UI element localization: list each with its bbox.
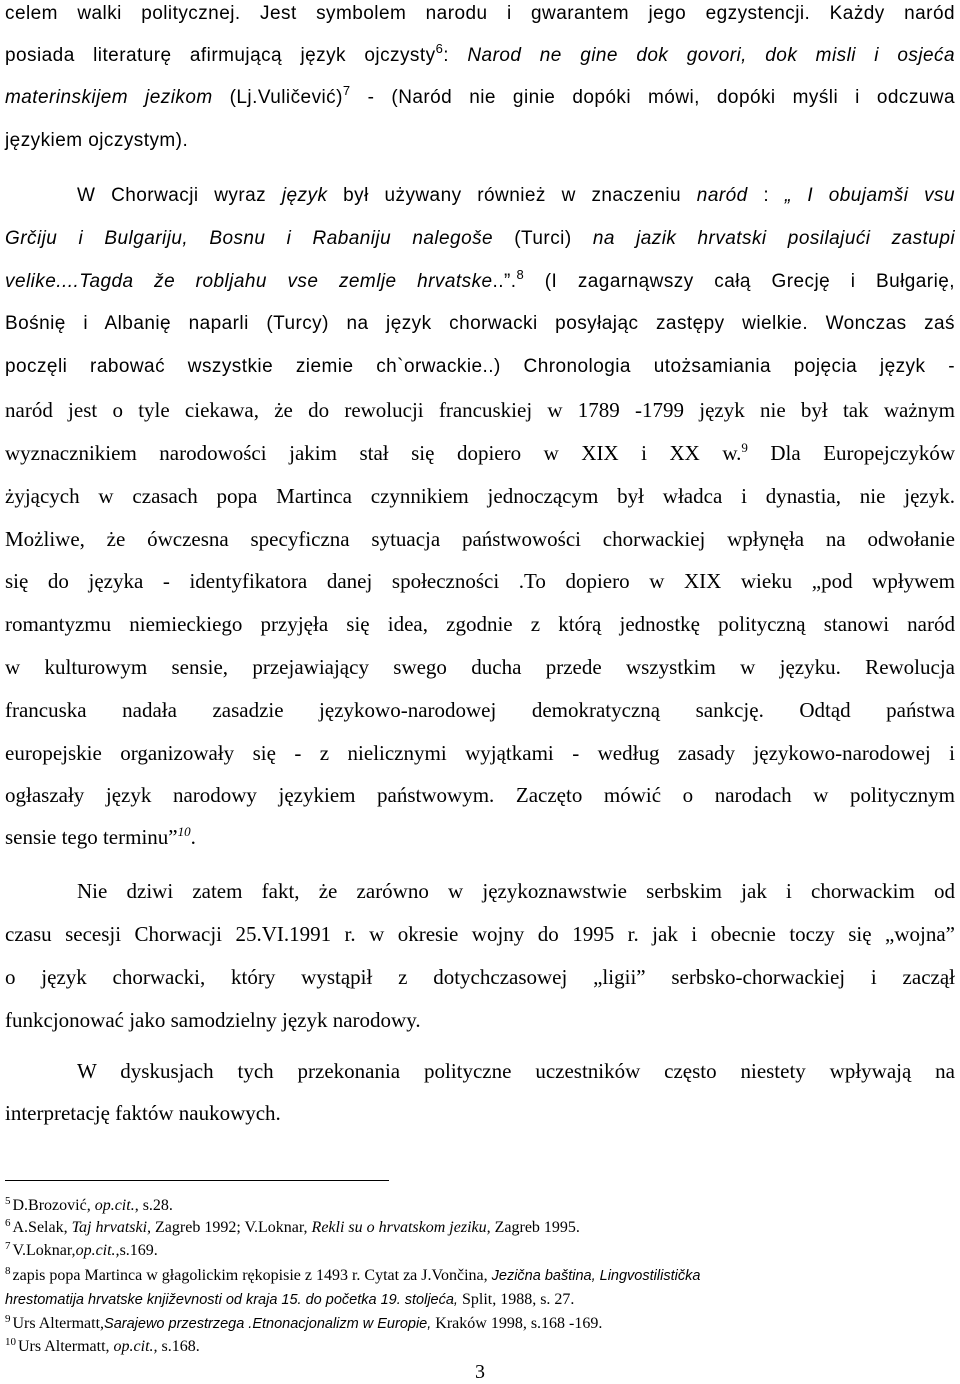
page-number: 3: [475, 1361, 485, 1383]
paragraph-3-line-1: Nie dziwi zatem fakt, że zarówno w językoznawstwie serbskim jak i chorwackim od: [77, 879, 955, 903]
paragraph-2-line-9: Możliwe, że ówczesna specyficzna sytuacja państwowości chorwackiej wpłynęła na odwołanie: [5, 527, 955, 551]
paragraph-1-line-3: materinskijem jezikom (Lj.Vuličević)$^7$ - (Naród nie ginie dopóki mówi, dopóki myśli i odczuwa: [5, 83, 955, 108]
footnote-separator: [5, 1180, 389, 1181]
paragraph-2-line-11: romantyzmu niemieckiego przyjęła się idea, zgodnie z którą jednostkę polityczną stanowi naród: [5, 612, 955, 636]
paragraph-4-line-1: W dyskusjach tych przekonania polityczne uczestników często niestety wpływają na: [77, 1059, 955, 1083]
paragraph-3-line-4: funkcjonować jako samodzielny język narodowy.: [5, 1008, 421, 1032]
footnote-9: $^9$ Urs Altermatt,Sarajewo przestrzega .Etnonacjonalizm w Europie, Kraków 1998, s.168 -169.: [5, 1313, 603, 1332]
paragraph-2-line-13: francuska nadała zasadzie językowo-narodowej demokratyczną sankcję. Odtąd państwa: [5, 698, 955, 722]
footnote-7: $^7$ V.Loknar,op.cit.,s.169.: [5, 1240, 158, 1259]
paragraph-1-line-1: celem walki politycznej. Jest symbolem narodu i gwarantem jego egzystencji. Każdy naród: [5, 3, 955, 24]
paragraph-2-line-14: europejskie organizowały się - z nielicznymi wyjątkami - według zasady językowo-narodowej i: [5, 741, 955, 765]
footnote-8: $^8$ zapis popa Martinca w głagolickim rękopisie z 1493 r. Cytat za J.Vončina, Jezična baština, Lingvostilistička: [5, 1265, 701, 1284]
paragraph-2-line-12: w kulturowym sensie, przejawiający swego ducha przede wszystkim w języku. Rewolucja: [5, 655, 955, 679]
paragraph-2-line-7: wyznacznikiem narodowości jakim stał się dopiero w XIX i XX w.$^9$ Dla Europejczyków: [5, 440, 956, 465]
paragraph-4-line-2: interpretację faktów naukowych.: [5, 1101, 281, 1125]
footnote-10: $^{10}$ Urs Altermatt, op.cit., s.168.: [5, 1336, 200, 1355]
paragraph-2-line-8: żyjących w czasach popa Martinca czynnikiem jednoczącym był władca i dynastia, nie język.: [5, 484, 955, 508]
paragraph-2-line-15: ogłaszały język narodowy językiem państwowym. Zaczęto mówić o narodach w politycznym: [5, 783, 955, 807]
paragraph-2-line-6: naród jest o tyle ciekawa, że do rewolucji francuskiej w 1789 -1799 język nie był tak ważnym: [5, 398, 955, 422]
paragraph-2-line-5: poczęli rabować wszystkie ziemie ch`orwackie..) Chronologia utożsamiania pojęcia język -: [5, 356, 955, 377]
paragraph-2-line-16: sensie tego terminu”$^{10}$.: [5, 824, 196, 849]
footnote-8-continuation: hrestomatija hrvatske književnosti od kraja 15. do početka 19. stoljeća, Split, 1988, s. 27.: [5, 1291, 575, 1308]
paragraph-3-line-2: czasu secesji Chorwacji 25.VI.1991 r. w okresie wojny do 1995 r. jak i obecnie toczy się „wojna”: [5, 922, 955, 946]
paragraph-1-line-2: posiada literaturę afirmującą język ojczysty$^6$: Narod ne gine dok govori, dok misli i osjeća: [5, 41, 955, 66]
footnote-5: $^5$ D.Brozović, op.cit., s.28.: [5, 1195, 173, 1214]
paragraph-2-line-1: W Chorwacji wyraz język był używany również w znaczeniu naród : „ I obujamši vsu: [77, 185, 956, 206]
paragraph-3-line-3: o język chorwacki, który wystąpił z dotychczasowej „ligii” serbsko-chorwackiej i zaczął: [5, 965, 955, 989]
paragraph-2-line-2: Grčiju i Bulgariju, Bosnu i Rabaniju nalegoše (Turci) na jazik hrvatski posilajući zastupi: [5, 228, 956, 249]
paragraph-2-line-4: Bośnię i Albanię naparli (Turcy) na język chorwacki posyłając zastępy wielkie. Wonczas zaś: [5, 313, 955, 334]
footnote-6: $^6$ A.Selak, Taj hrvatski, Zagreb 1992; V.Loknar, Rekli su o hrvatskom jeziku, Zagreb 1995.: [5, 1217, 580, 1236]
paragraph-2-line-10: się do języka - identyfikatora danej społeczności .To dopiero w XIX wieku „pod wpływem: [5, 569, 955, 593]
paragraph-2-line-3: velike....Tagda že robljahu vse zemlje hrvatske..”.$^8$ (I zagarnąwszy całą Grecję i Bułgarię,: [5, 267, 955, 292]
paragraph-1-line-4: językiem ojczystym).: [5, 130, 189, 151]
